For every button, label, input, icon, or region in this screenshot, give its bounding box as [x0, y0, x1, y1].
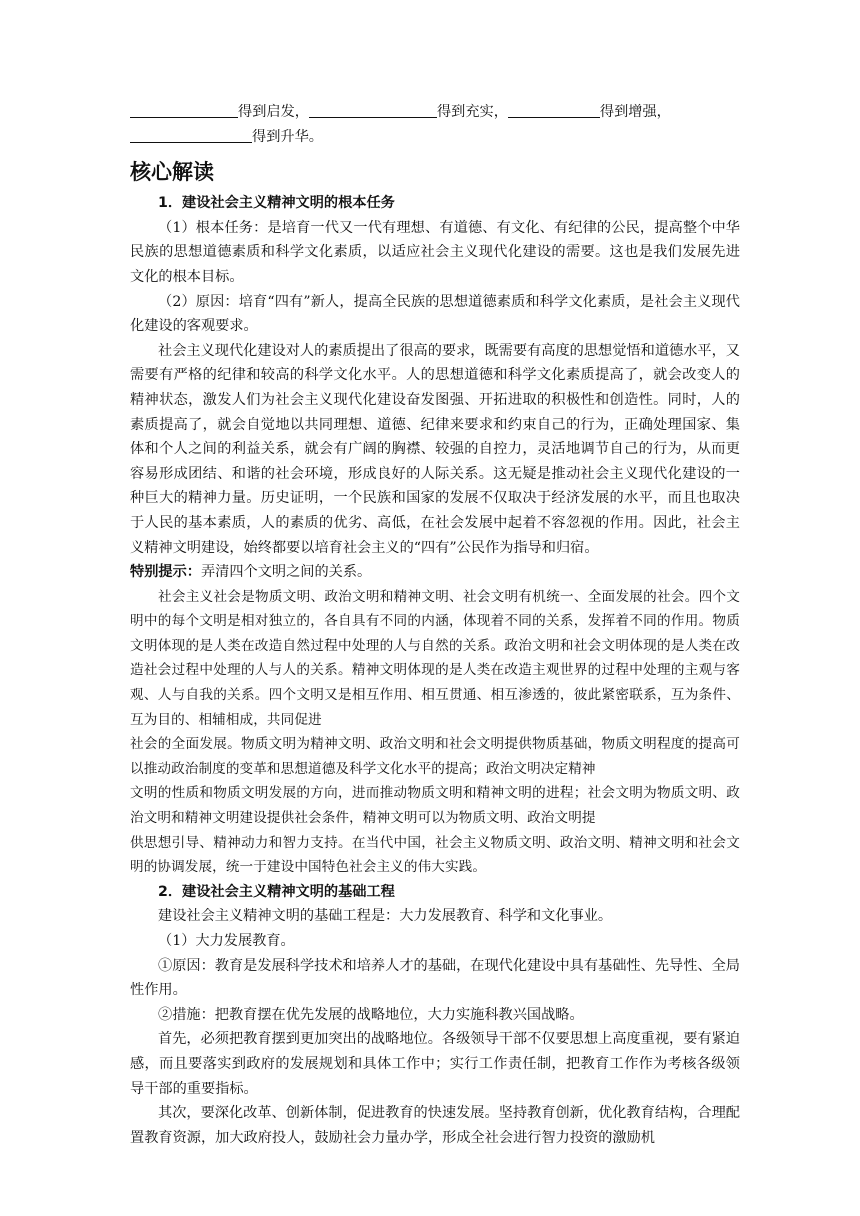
paragraph: ①原因：教育是发展科学技术和培养人才的基础，在现代化建设中具有基础性、先导性、全局性作用。	[130, 957, 740, 999]
answer-blank-1[interactable]	[130, 103, 238, 118]
tip-label: 特别提示：	[130, 564, 201, 581]
paragraph: （1）根本任务：是培育一代又一代有理想、有道德、有文化、有纪律的公民，提高整个中华民族的思想道德素质和科学文化素质，以适应社会主义现代化建设的需要。这也是我们发展先进文化的根本目标。	[130, 219, 740, 285]
document-page	[130, 100, 740, 1150]
paragraph: ②措施：把教育摆在优先发展的战略地位，大力实施科教兴国战略。	[158, 1006, 584, 1023]
section-heading: 核心解读	[130, 160, 214, 185]
fill-text-2: 得到充实，	[436, 104, 508, 120]
paragraph: 建设社会主义精神文明的基础工程是：大力发展教育、科学和文化事业。	[158, 908, 613, 925]
tip-paragraph: 文明的性质和物质文明发展的方向，进而推动物质文明和精神文明的进程；社会文明为物质文明、政治文明和精神文明建设提供社会条件，精神文明可以为物质文明、政治文明提	[130, 785, 740, 827]
special-tip	[130, 560, 740, 585]
fill-in-blank-line-2	[130, 125, 740, 150]
tip-paragraph: 社会主义社会是物质文明、政治文明和精神文明、社会文明有机统一、全面发展的社会。四个文明中的每个文明是相对独立的，各自具有不同的内涵，体现着不同的关系，发挥着不同的作用。物质文明体现的是人类在改造自然过程中处理的人与自然的关系。政治文明和社会文明体现的是人类在改造社会过程中处理的人与人的关系。精神文明体现的是人类在改造主观世界的过程中处理的主观与客观、人与自我的关系。四个文明又是相互作用、相互贯通、相互渗透的，彼此紧密联系，互为条件、互为目的、相辅相成，共同促进	[130, 588, 740, 728]
paragraph: 社会主义现代化建设对人的素质提出了很高的要求，既需要有高度的思想觉悟和道德水平，又需要有严格的纪律和较高的科学文化水平。人的思想道德和科学文化素质提高了，就会改变人的精神状态，激发人们为社会主义现代化建设奋发图强、开拓进取的积极性和创造性。同时，人的素质提高了，就会自觉地以共同理想、道德、纪律来要求和约束自己的行为，正确处理国家、集体和个人之间的利益关系，就会有广阔的胸襟、较强的自控力，灵活地调节自己的行为，从而更容易形成团结、和谐的社会环境，形成良好的人际关系。这无疑是推动社会主义现代化建设的一种巨大的精神力量。历史证明，一个民族和国家的发展不仅取决于经济发展的水平，而且也取决于人民的基本素质，人的素质的优劣、高低，在社会发展中起着不容忽视的作用。因此，社会主义精神文明建设，始终都要以培育社会主义的“四有”公民作为指导和归宿。	[130, 342, 740, 556]
tip-paragraph: 社会的全面发展。物质文明为精神文明、政治文明和社会文明提供物质基础，物质文明程度的提高可以推动政治制度的变革和思想道德及科学文化水平的提高；政治文明决定精神	[130, 736, 740, 777]
paragraph: 首先，必须把教育摆到更加突出的战略地位。各级领导干部不仅要思想上高度重视，要有紧迫感，而且要落实到政府的发展规划和具体工作中；实行工作责任制，把教育工作作为考核各级领导干部的重要指标。	[130, 1031, 740, 1097]
paragraph: （1）大力发展教育。	[158, 933, 295, 949]
fill-text-4: 得到升华。	[252, 128, 323, 145]
paragraph: （2）原因：培育“四有”新人，提高全民族的思想道德素质和科学文化素质，是社会主义现代化建设的客观要求。	[130, 293, 740, 335]
answer-blank-3[interactable]	[508, 103, 600, 118]
answer-blank-2[interactable]	[309, 103, 437, 118]
tip-text: 弄清四个文明之间的关系。	[200, 564, 372, 581]
answer-blank-4[interactable]	[130, 128, 252, 143]
fill-text-3: 得到增强，	[599, 104, 671, 120]
subheading-1: 1．建设社会主义精神文明的根本任务	[158, 195, 395, 212]
subheading-2: 2．建设社会主义精神文明的基础工程	[158, 883, 395, 900]
fill-text-1: 得到启发，	[238, 104, 309, 120]
fill-in-blank-line	[130, 100, 740, 125]
paragraph: 其次，要深化改革、创新体制，促进教育的快速发展。坚持教育创新，优化教育结构，合理配置教育资源，加大政府投人，鼓励社会力量办学，形成全社会进行智力投资的激励机	[130, 1105, 740, 1146]
tip-paragraph: 供思想引导、精神动力和智力支持。在当代中国，社会主义物质文明、政治文明、精神文明和社会文明的协调发展，统一于建设中国特色社会主义的伟大实践。	[130, 834, 740, 876]
